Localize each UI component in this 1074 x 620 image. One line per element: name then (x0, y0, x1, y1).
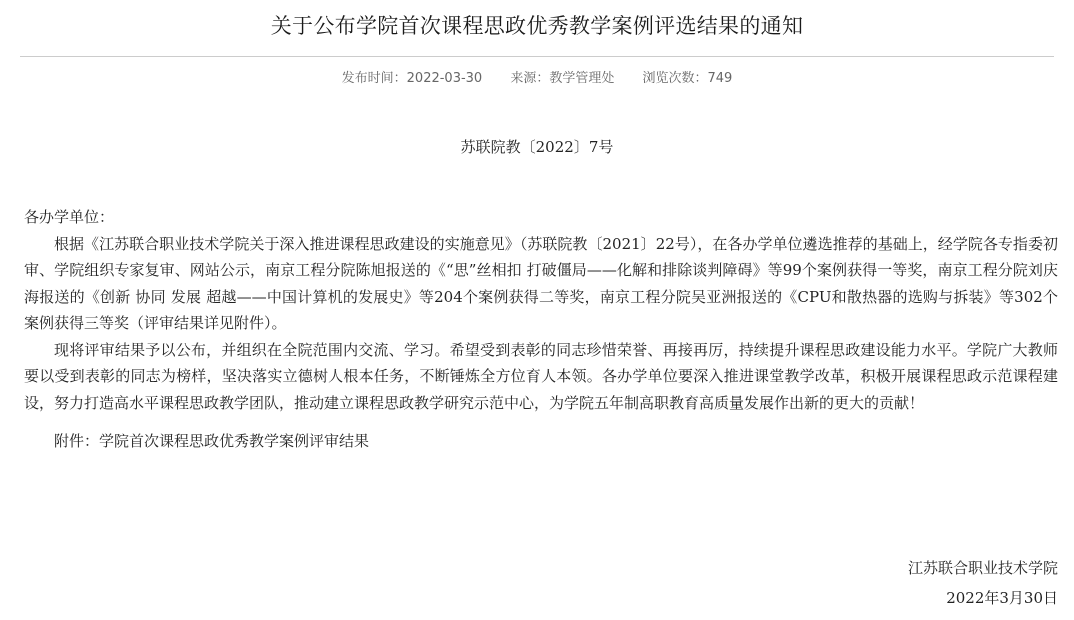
paragraph-2: 现将评审结果予以公布，并组织在全院范围内交流、学习。希望受到表彰的同志珍惜荣誉、再接再厉，持续提升课程思政建设能力水平。学院广大教师要以受到表彰的同志为榜样，坚决落实立德树人根本任务，不断锤炼全方位育人本领。各办学单位要深入推进课堂教学改革，积极开展课程思政示范课程建设，努力打造高水平课程思政教学团队，推动建立课程思政教学研究示范中心，为学院五年制高职教育高质量发展作出新的更大的贡献！ (24, 340, 1058, 412)
attachment-link[interactable]: 附件：学院首次课程思政优秀教学案例评审结果 (54, 432, 370, 450)
publish-time: 发布时间：2022-03-30 (341, 71, 483, 86)
salutation: 各办学单位： (24, 208, 115, 226)
source: 来源：教学管理处 (510, 71, 615, 86)
title-divider (20, 56, 1054, 57)
view-count: 浏览次数：749 (642, 71, 733, 86)
article-meta (0, 69, 1074, 89)
signature-organization: 江苏联合职业技术学院 (907, 559, 1058, 577)
signature-date: 2022年3月30日 (946, 589, 1058, 607)
article-body (24, 204, 1058, 455)
document-number: 苏联院教〔2022〕7号 (460, 138, 614, 156)
page-title: 关于公布学院首次课程思政优秀教学案例评选结果的通知 (270, 14, 804, 38)
paragraph-1: 根据《江苏联合职业技术学院关于深入推进课程思政建设的实施意见》（苏联院教〔2021〕22号），在各办学单位遴选推荐的基础上，经学院各专指委初审、学院组织专家复审、网站公示，南京工程分院陈旭报送的《“思”丝相扣 打破僵局——化解和排除谈判障碍》等99个案例获得一等奖，南京工程分院刘庆海报送的《创新 协同 发展 超越——中国计算机的发展史》等204个案例获得二等奖，南京工程分院吴亚洲报送的《CPU和散热器的选购与拆装》等302个案例获得三等奖（评审结果详见附件）。 (24, 234, 1058, 332)
